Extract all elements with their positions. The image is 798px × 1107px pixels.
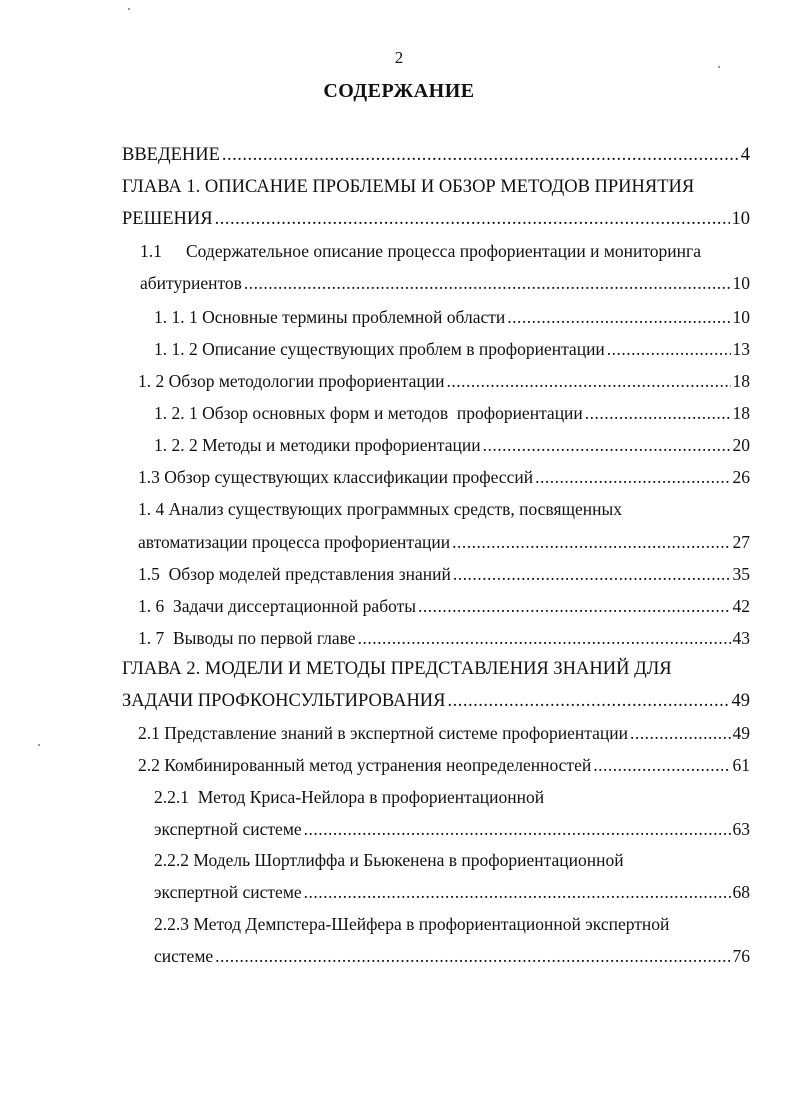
toc-entry-2-2[interactable]	[138, 752, 750, 778]
toc-entry-text: ВВЕДЕНИЕ	[122, 145, 220, 165]
toc-leader-dots	[446, 368, 730, 394]
toc-entry-1-2-1[interactable]	[154, 400, 750, 426]
toc-entry-1-6[interactable]	[138, 593, 750, 619]
toc-entry-text: ГЛАВА 1. ОПИСАНИЕ ПРОБЛЕМЫ И ОБЗОР МЕТОДОВ ПРИНЯТИЯ	[122, 177, 695, 197]
toc-entry-text: 2.2.1 Метод Криса-Нейлора в профориентационной	[154, 787, 545, 807]
toc-entry-1-1-cont[interactable]	[140, 270, 750, 296]
toc-entry-page: 49	[732, 723, 750, 743]
toc-entry-text: экспертной системе	[154, 819, 302, 839]
toc-leader-dots	[483, 432, 731, 458]
toc-entry-page: 43	[732, 628, 750, 648]
toc-entry-page: 26	[732, 467, 750, 487]
toc-leader-dots	[215, 943, 730, 969]
toc-entry-page: 68	[732, 882, 750, 902]
toc-entry-page: 18	[732, 371, 750, 391]
toc-leader-dots	[448, 688, 730, 714]
toc-entry-chapter-1[interactable]	[122, 174, 694, 200]
toc-entry-text: 2.1 Представление знаний в экспертной системе профориентации	[138, 723, 628, 743]
toc-leader-dots	[304, 816, 731, 842]
toc-entry-chapter-2[interactable]	[122, 656, 672, 682]
toc-entry-1-2-2[interactable]	[154, 432, 750, 458]
toc-entry-text: 1. 4 Анализ существующих программных средств, посвященных	[138, 499, 622, 519]
toc-entry-text: ЗАДАЧИ ПРОФКОНСУЛЬТИРОВАНИЯ	[122, 691, 446, 711]
toc-entry-1-7[interactable]	[138, 625, 750, 651]
toc-entry-introduction[interactable]	[122, 142, 750, 168]
toc-entry-2-1[interactable]	[138, 720, 750, 746]
page-number: 2	[394, 48, 404, 67]
toc-entry-1-1-2[interactable]	[154, 336, 750, 362]
toc-leader-dots	[630, 720, 731, 746]
toc-entry-2-2-2-cont[interactable]	[154, 879, 750, 905]
toc-entry-page: 10	[731, 209, 750, 229]
toc-entry-chapter-1-cont[interactable]	[122, 206, 750, 232]
toc-entry-2-2-3[interactable]	[154, 911, 669, 937]
toc-entry-text: 1. 6 Задачи диссертационной работы	[138, 596, 417, 616]
toc-entry-page: 10	[732, 307, 750, 327]
toc-leader-dots	[453, 561, 731, 587]
toc-leader-dots	[418, 593, 730, 619]
toc-entry-page: 76	[732, 946, 750, 966]
toc-leader-dots	[358, 625, 731, 651]
toc-entry-text: экспертной системе	[154, 882, 302, 902]
toc-entry-text: 1. 1. 1 Основные термины проблемной области	[154, 307, 506, 327]
toc-entry-1-5[interactable]	[138, 561, 750, 587]
toc-entry-page: 20	[732, 435, 750, 455]
toc-entry-1-1[interactable]	[140, 238, 701, 264]
toc-entry-text: РЕШЕНИЯ	[122, 209, 213, 229]
page-title: СОДЕРЖАНИЕ	[323, 80, 475, 102]
toc-entry-text: 2.2.2 Модель Шортлиффа и Бьюкенена в профориентационной	[154, 850, 624, 870]
toc-entry-text: 1. 1. 2 Описание существующих проблем в профориентации	[154, 339, 605, 359]
toc-entry-page: 27	[732, 532, 750, 552]
toc-entry-page: 18	[732, 403, 750, 423]
toc-entry-page: 35	[732, 564, 750, 584]
toc-entry-page: 10	[732, 273, 750, 293]
toc-entry-text: 2.2 Комбинированный метод устранения неопределенностей	[138, 755, 592, 775]
toc-entry-text: ГЛАВА 2. МОДЕЛИ И МЕТОДЫ ПРЕДСТАВЛЕНИЯ ЗНАНИЙ ДЛЯ	[122, 659, 672, 679]
toc-entry-1-1-1[interactable]	[154, 304, 750, 330]
toc-entry-text: абитуриентов	[140, 273, 242, 293]
toc-entry-page: 42	[732, 596, 750, 616]
toc-leader-dots	[304, 879, 731, 905]
toc-entry-number: 1.1	[140, 241, 162, 261]
toc-entry-text: системе	[154, 946, 214, 966]
toc-entry-2-2-3-cont[interactable]	[154, 943, 750, 969]
toc-leader-dots	[507, 304, 730, 330]
toc-entry-2-2-2[interactable]	[154, 847, 624, 873]
toc-entry-chapter-2-cont[interactable]	[122, 688, 750, 714]
toc-entry-1-4-cont[interactable]	[138, 529, 750, 555]
toc-entry-page: 4	[740, 145, 750, 165]
toc-entry-text: автоматизации процесса профориентации	[138, 532, 451, 552]
toc-entry-1-4[interactable]	[138, 496, 622, 522]
toc-entry-text: 2.2.3 Метод Демпстера-Шейфера в профориентационной экспертной	[154, 914, 670, 934]
toc-entry-page: 61	[732, 755, 750, 775]
toc-leader-dots	[222, 142, 739, 168]
toc-leader-dots	[452, 529, 730, 555]
toc-entry-text: 1.5 Обзор моделей представления знаний	[138, 564, 451, 584]
toc-leader-dots	[585, 400, 731, 426]
toc-entry-2-2-1-cont[interactable]	[154, 816, 750, 842]
toc-leader-dots	[607, 336, 731, 362]
toc-entry-page: 13	[732, 339, 750, 359]
toc-leader-dots	[244, 270, 731, 296]
toc-leader-dots	[535, 464, 730, 490]
toc-entry-text: 1. 2. 1 Обзор основных форм и методов профориентации	[154, 403, 583, 423]
toc-entry-2-2-1[interactable]	[154, 784, 544, 810]
toc-entry-1-2[interactable]	[138, 368, 750, 394]
toc-entry-text: 1.3 Обзор существующих классификации профессий	[138, 467, 534, 487]
toc-leader-dots	[593, 752, 730, 778]
toc-entry-1-3[interactable]	[138, 464, 750, 490]
toc-leader-dots	[215, 206, 730, 232]
toc-entry-page: 49	[731, 691, 750, 711]
toc-entry-text: 1. 2. 2 Методы и методики профориентации	[154, 435, 481, 455]
toc-entry-text: 1. 2 Обзор методологии профориентации	[138, 371, 445, 391]
toc-entry-page: 63	[732, 819, 750, 839]
toc-entry-text: 1. 7 Выводы по первой главе	[138, 628, 356, 648]
toc-entry-text: Содержательное описание процесса профориентации и мониторинга	[186, 241, 701, 261]
